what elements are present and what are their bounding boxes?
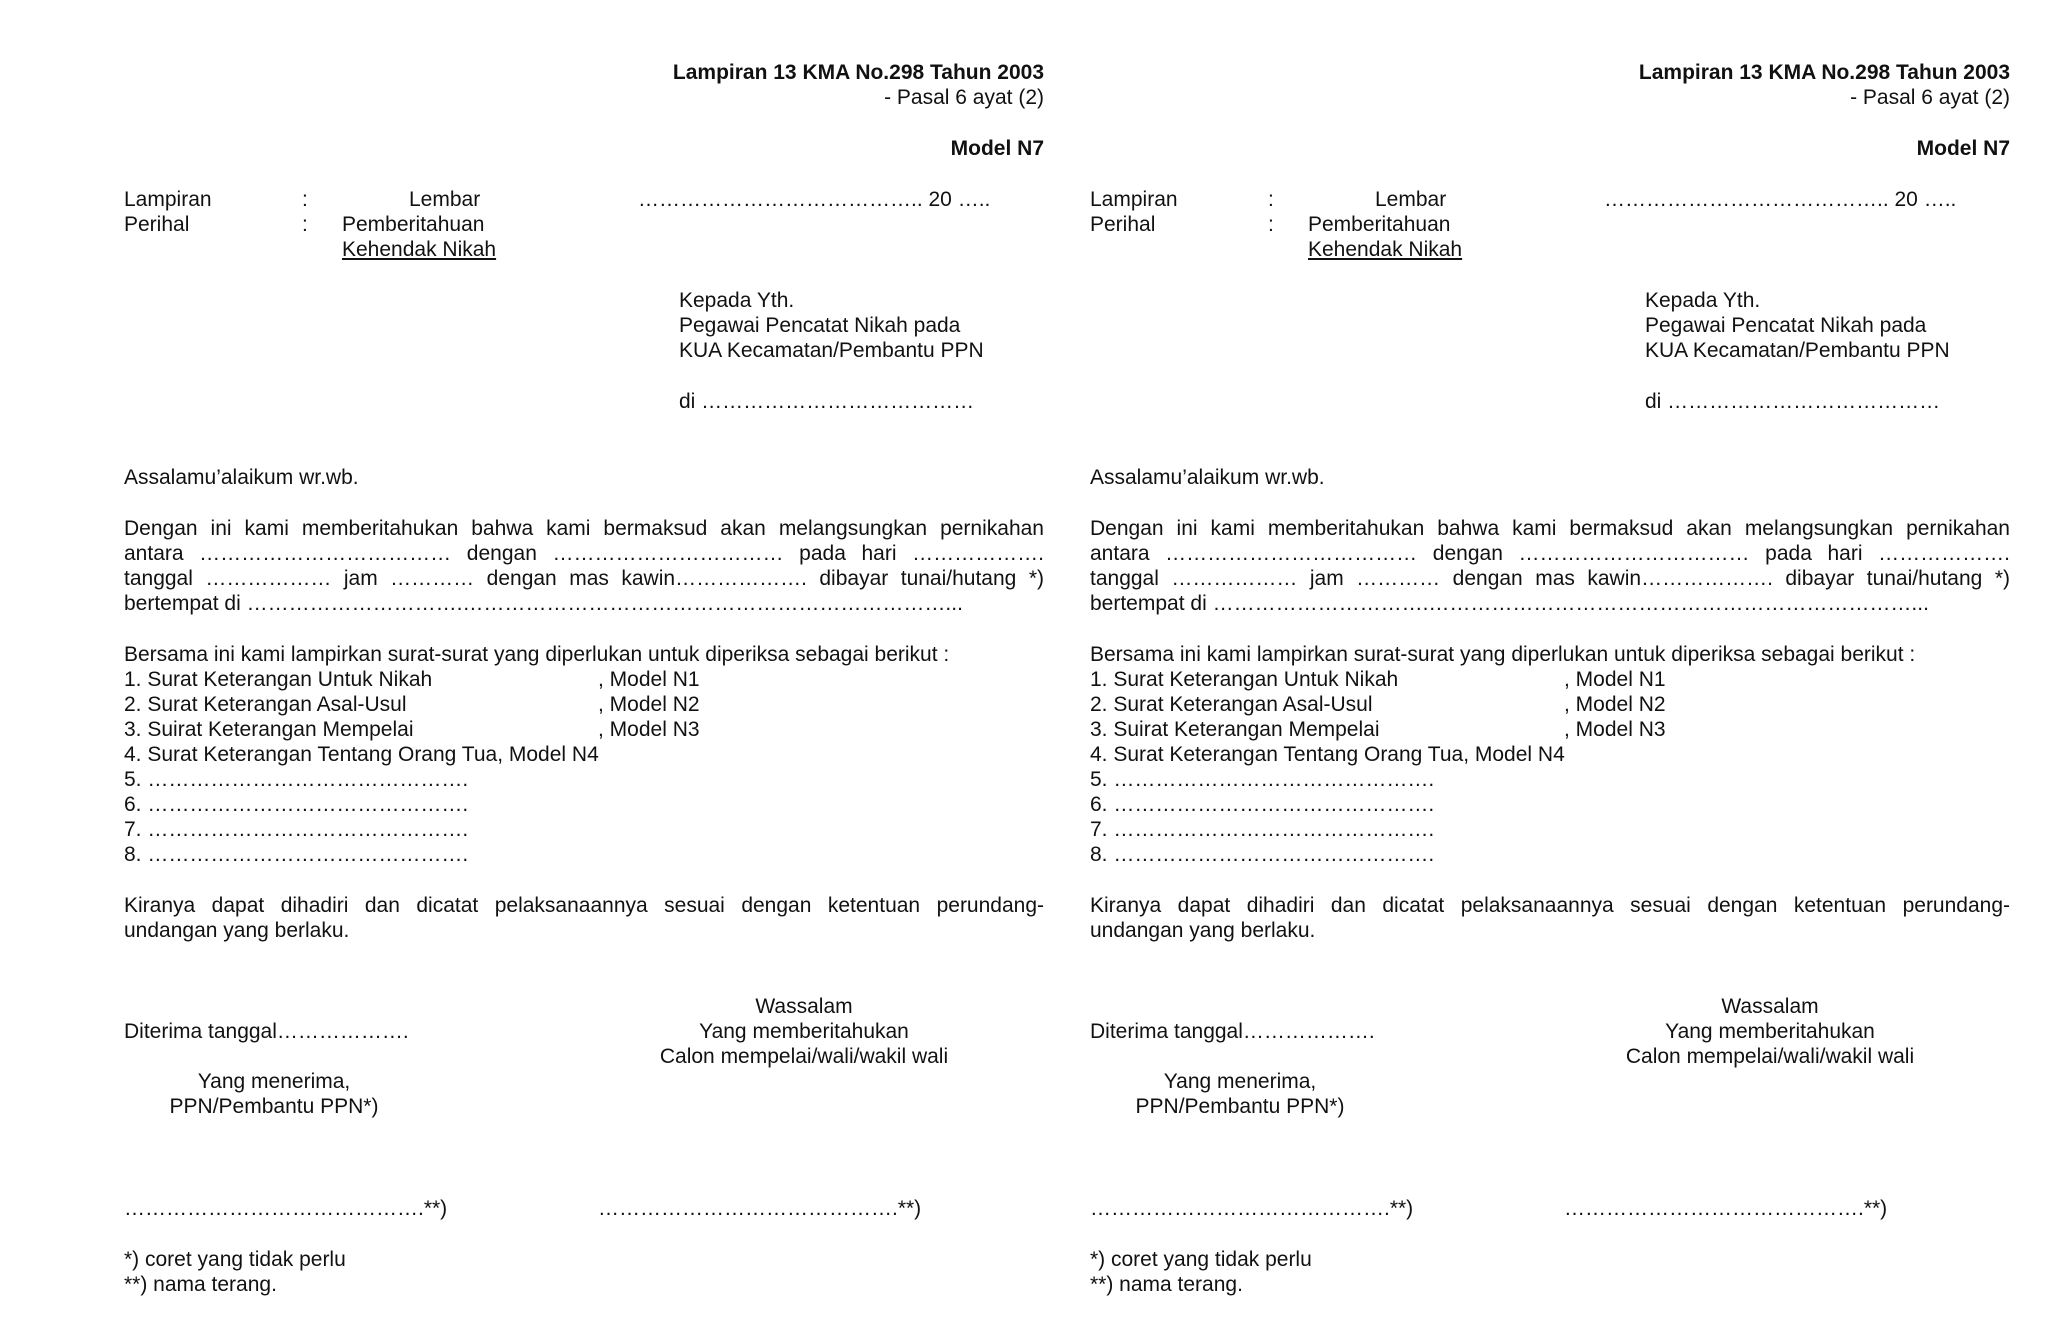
- notifier-role: Calon mempelai/wali/wakil wali: [1625, 1045, 1915, 1068]
- attachment-item: 1. Surat Keterangan Untuk Nikah: [124, 668, 433, 691]
- notifier-title: Yang memberitahukan: [699, 1020, 909, 1043]
- footnote-strike: *) coret yang tidak perlu: [1090, 1248, 1312, 1271]
- recipient-line-1: Kepada Yth.: [1645, 289, 1761, 312]
- greeting: Assalamu’alaikum wr.wb.: [124, 466, 359, 489]
- attachment-blank: 6. ……………………………………….: [124, 793, 469, 816]
- lampiran-colon: :: [1268, 188, 1274, 211]
- receiver-signature-line: …………………………………….**): [1090, 1197, 1414, 1220]
- recipient-line-3: KUA Kecamatan/Pembantu PPN: [679, 339, 984, 362]
- perihal-value: Pemberitahuan: [1308, 213, 1451, 236]
- attachment-model: , Model N3: [598, 718, 700, 741]
- attachment-item: 2. Surat Keterangan Asal-Usul: [124, 693, 407, 716]
- lampiran-label: Lampiran: [124, 188, 212, 211]
- closing-paragraph-line: Kiranya dapat dihadiri dan dicatat pelaksanaannya sesuai dengan ketentuan perundang-: [1090, 894, 2010, 917]
- header-reference: Lampiran 13 KMA No.298 Tahun 2003: [1638, 61, 2010, 84]
- perihal-subject: Kehendak Nikah: [342, 238, 497, 261]
- receiver-signature-line: …………………………………….**): [124, 1197, 448, 1220]
- notifier-signature-line: …………………………………….**): [1564, 1197, 1888, 1220]
- lampiran-value: Lembar: [1375, 188, 1447, 211]
- header-article: - Pasal 6 ayat (2): [884, 86, 1044, 109]
- model-code: Model N7: [950, 137, 1044, 160]
- recipient-line-3: KUA Kecamatan/Pembantu PPN: [1645, 339, 1950, 362]
- attachments-intro: Bersama ini kami lampirkan surat-surat yang diperlukan untuk diperiksa sebagai berikut :: [1090, 643, 1916, 666]
- intent-paragraph-line: bertempat di ………………………….……………………………………………………………...: [1090, 592, 1929, 615]
- notifier-signature-line: …………………………………….**): [598, 1197, 922, 1220]
- intent-paragraph-line: antara ……………………………… dengan …………………………… pada hari ……………….: [1090, 542, 2010, 565]
- header-reference: Lampiran 13 KMA No.298 Tahun 2003: [672, 61, 1044, 84]
- closing-paragraph-line: undangan yang berlaku.: [124, 919, 350, 942]
- intent-paragraph-line: antara ……………………………… dengan …………………………… pada hari ……………….: [124, 542, 1044, 565]
- greeting: Assalamu’alaikum wr.wb.: [1090, 466, 1325, 489]
- date-line: ………………………………….. 20 …..: [1604, 188, 1957, 211]
- attachment-blank: 6. ……………………………………….: [1090, 793, 1435, 816]
- recipient-location: di …………………………………: [679, 390, 975, 413]
- receiver-role: PPN/Pembantu PPN*): [1135, 1095, 1345, 1118]
- perihal-colon: :: [1268, 213, 1274, 236]
- attachment-model: , Model N1: [598, 668, 700, 691]
- received-date: Diterima tanggal……………….: [124, 1020, 409, 1043]
- intent-paragraph-line: tanggal ……………… jam ………… dengan mas kawin………………. dibayar tunai/hutang *): [124, 567, 1044, 590]
- notifier-role: Calon mempelai/wali/wakil wali: [659, 1045, 949, 1068]
- intent-paragraph-line: tanggal ……………… jam ………… dengan mas kawin………………. dibayar tunai/hutang *): [1090, 567, 2010, 590]
- closing-paragraph-line: undangan yang berlaku.: [1090, 919, 1316, 942]
- recipient-line-2: Pegawai Pencatat Nikah pada: [679, 314, 961, 337]
- received-date: Diterima tanggal……………….: [1090, 1020, 1375, 1043]
- perihal-colon: :: [302, 213, 308, 236]
- recipient-line-2: Pegawai Pencatat Nikah pada: [1645, 314, 1927, 337]
- closing-paragraph-line: Kiranya dapat dihadiri dan dicatat pelaksanaannya sesuai dengan ketentuan perundang-: [124, 894, 1044, 917]
- receiver-role: PPN/Pembantu PPN*): [169, 1095, 379, 1118]
- attachment-blank: 7. ……………………………………….: [124, 818, 469, 841]
- attachment-blank: 5. ……………………………………….: [1090, 768, 1435, 791]
- attachment-blank: 5. ……………………………………….: [124, 768, 469, 791]
- attachment-model: , Model N2: [1564, 693, 1666, 716]
- recipient-location: di …………………………………: [1645, 390, 1941, 413]
- form-copy-right: [1090, 0, 2010, 1335]
- wassalam: Wassalam: [1721, 995, 1819, 1018]
- date-line: ………………………………….. 20 …..: [638, 188, 991, 211]
- attachment-model: , Model N2: [598, 693, 700, 716]
- receiver-title: Yang menerima,: [197, 1070, 351, 1093]
- footnote-name: **) nama terang.: [1090, 1273, 1243, 1296]
- notifier-title: Yang memberitahukan: [1665, 1020, 1875, 1043]
- intent-paragraph-line: Dengan ini kami memberitahukan bahwa kami bermaksud akan melangsungkan pernikahan: [1090, 517, 2010, 540]
- footnote-name: **) nama terang.: [124, 1273, 277, 1296]
- attachment-model: , Model N1: [1564, 668, 1666, 691]
- header-article: - Pasal 6 ayat (2): [1850, 86, 2010, 109]
- attachment-blank: 8. ……………………………………….: [124, 843, 469, 866]
- attachment-item: 3. Suirat Keterangan Mempelai: [1090, 718, 1380, 741]
- footnote-strike: *) coret yang tidak perlu: [124, 1248, 346, 1271]
- lampiran-label: Lampiran: [1090, 188, 1178, 211]
- perihal-subject: Kehendak Nikah: [1308, 238, 1463, 261]
- lampiran-colon: :: [302, 188, 308, 211]
- attachment-item: 1. Surat Keterangan Untuk Nikah: [1090, 668, 1399, 691]
- attachment-item: 4. Surat Keterangan Tentang Orang Tua, Model N4: [124, 743, 599, 766]
- wassalam: Wassalam: [755, 995, 853, 1018]
- attachments-intro: Bersama ini kami lampirkan surat-surat yang diperlukan untuk diperiksa sebagai berikut :: [124, 643, 950, 666]
- attachment-item: 4. Surat Keterangan Tentang Orang Tua, Model N4: [1090, 743, 1565, 766]
- recipient-line-1: Kepada Yth.: [679, 289, 795, 312]
- lampiran-value: Lembar: [409, 188, 481, 211]
- form-copy-left: [124, 0, 1044, 1335]
- perihal-label: Perihal: [124, 213, 190, 236]
- model-code: Model N7: [1916, 137, 2010, 160]
- attachment-item: 3. Suirat Keterangan Mempelai: [124, 718, 414, 741]
- attachment-blank: 8. ……………………………………….: [1090, 843, 1435, 866]
- attachment-model: , Model N3: [1564, 718, 1666, 741]
- perihal-label: Perihal: [1090, 213, 1156, 236]
- receiver-title: Yang menerima,: [1163, 1070, 1317, 1093]
- attachment-blank: 7. ……………………………………….: [1090, 818, 1435, 841]
- perihal-value: Pemberitahuan: [342, 213, 485, 236]
- attachment-item: 2. Surat Keterangan Asal-Usul: [1090, 693, 1373, 716]
- intent-paragraph-line: Dengan ini kami memberitahukan bahwa kami bermaksud akan melangsungkan pernikahan: [124, 517, 1044, 540]
- intent-paragraph-line: bertempat di ………………………….……………………………………………………………...: [124, 592, 963, 615]
